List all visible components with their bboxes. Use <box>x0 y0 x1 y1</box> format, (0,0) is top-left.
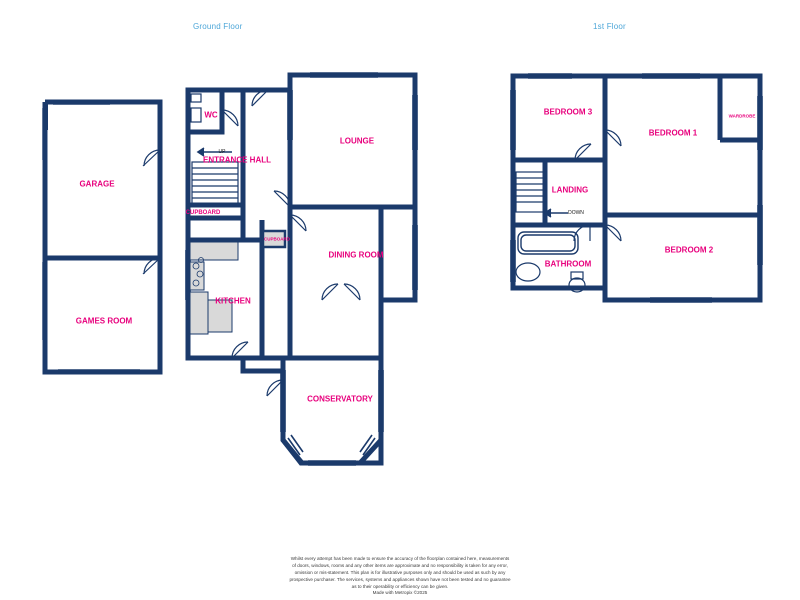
disclaimer-line-1: Whilst every attempt has been made to ensure the accuracy of the floorplan contained here, measurements <box>290 556 510 561</box>
disclaimer-line-5: as to their operability or efficiency can be given. <box>351 583 449 589</box>
garage-door-swing <box>143 150 160 166</box>
stairs-up-label: UP <box>218 149 226 155</box>
garage-block <box>45 102 160 372</box>
conservatory-walls <box>283 358 381 463</box>
room-label-cupboard-hall: CUPBOARD <box>185 210 221 216</box>
room-label-games-room: GAMES ROOM <box>75 316 133 326</box>
wc-fixture <box>191 94 201 122</box>
room-label-bedroom-2: BEDROOM 2 <box>664 245 714 255</box>
conservatory-glazing <box>281 370 383 465</box>
room-label-garage: GARAGE <box>79 179 115 189</box>
disclaimer-block <box>0 556 800 597</box>
disclaimer-line-4: prospective purchaser. The services, systems and appliances shown have not been tested and no guarantee <box>289 576 511 582</box>
room-label-dining-room: DINING ROOM <box>328 250 384 260</box>
room-label-cupboard-kitchen: CUPBOARD <box>263 236 291 242</box>
ground-floor-title: Ground Floor <box>193 22 243 31</box>
dining-door-swing <box>322 284 360 300</box>
room-label-lounge: LOUNGE <box>339 136 375 146</box>
room-label-conservatory: CONSERVATORY <box>307 394 373 404</box>
dining-walls <box>283 207 415 358</box>
stairs-down-arrow <box>545 209 568 217</box>
kitchen-units <box>190 242 238 334</box>
room-label-bedroom-3: BEDROOM 3 <box>543 107 593 117</box>
ff-stairs <box>516 172 546 212</box>
room-label-bedroom-1: BEDROOM 1 <box>648 128 698 138</box>
disclaimer-line-2: of doors, windows, rooms and any other items are approximate and no responsibility is taken for any error, <box>292 562 508 568</box>
disclaimer-line-3: omission or mis-statement. This plan is for illustrative purposes only and should be used as such by any <box>294 569 506 575</box>
first-floor-title: 1st Floor <box>593 22 626 31</box>
room-label-wc: WC <box>204 110 218 120</box>
room-label-wardrobe: WARDROBE <box>728 113 756 119</box>
stairs <box>192 162 238 206</box>
stairs-down-label: DOWN <box>568 210 584 216</box>
basin-fixture <box>516 263 540 281</box>
room-label-kitchen: KITCHEN <box>215 296 251 306</box>
disclaimer-line-6: Made with Metropix ©2025 <box>372 590 428 596</box>
room-label-bathroom: BATHROOM <box>544 259 592 269</box>
room-label-landing: LANDING <box>551 185 589 195</box>
room-label-entrance-hall: ENTRANCE HALL <box>203 155 271 165</box>
bath-fixture <box>518 232 578 254</box>
